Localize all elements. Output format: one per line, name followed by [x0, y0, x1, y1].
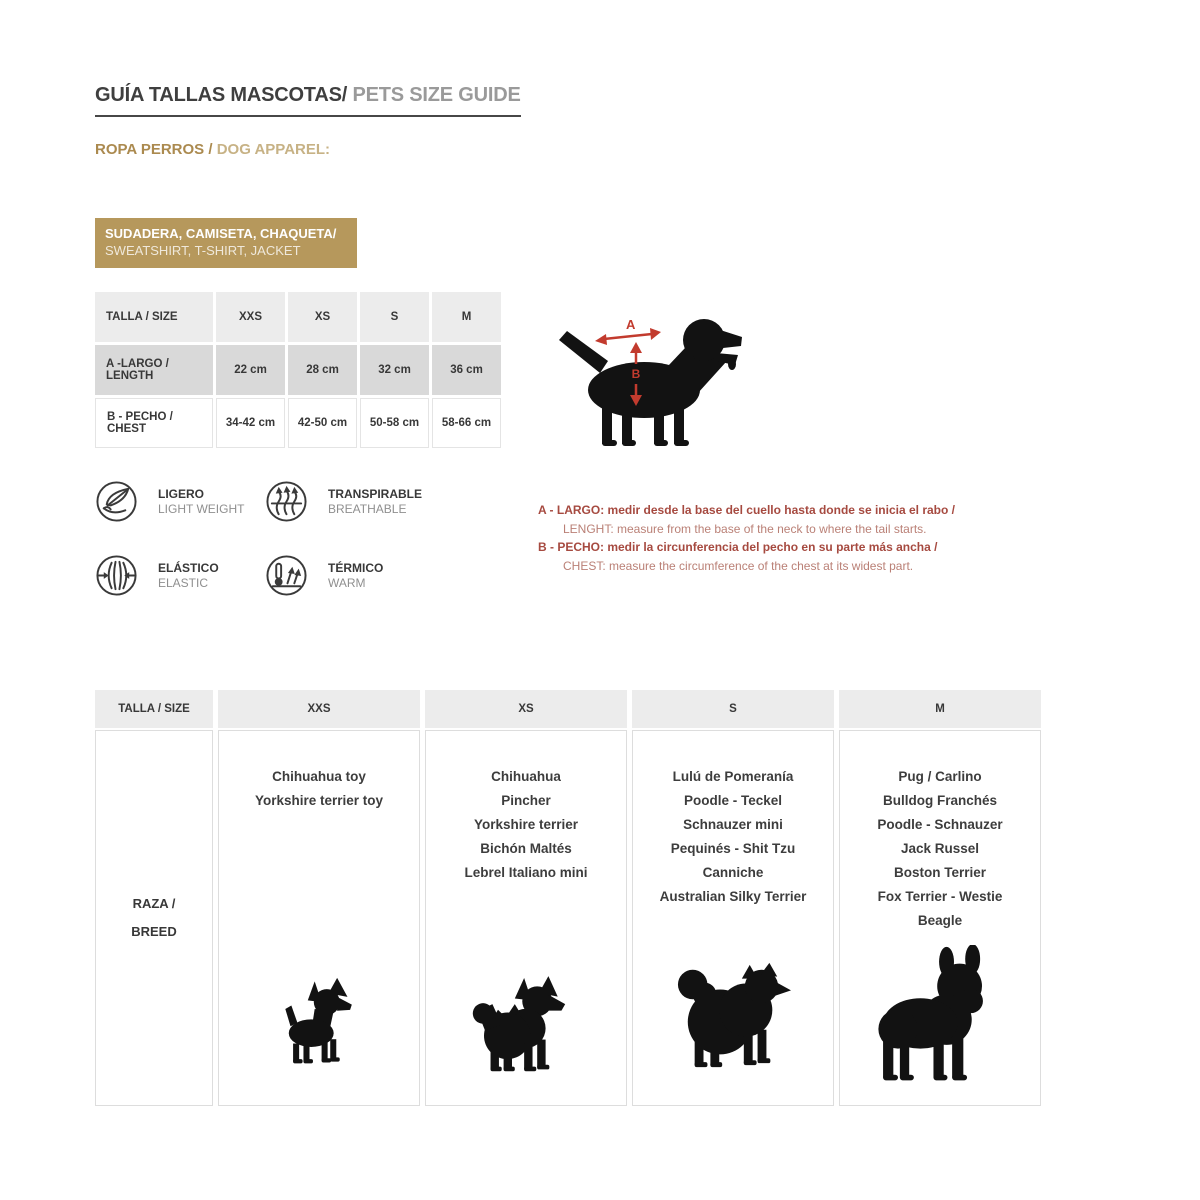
chest-m: 58-66 cm	[432, 398, 501, 448]
length-m: 36 cm	[432, 345, 501, 395]
breed-name: Bulldog Franchés	[882, 793, 997, 808]
breed-name: Lulú de Pomeranía	[672, 769, 794, 784]
page-title	[95, 84, 521, 117]
measuring-instructions	[538, 501, 978, 575]
chihuahua-silhouette	[272, 972, 367, 1071]
breed-cell-s	[632, 730, 834, 1106]
length-s: 32 cm	[360, 345, 429, 395]
fabric-features	[95, 480, 495, 597]
feature-subtitle: WARM	[328, 575, 366, 590]
breed-name: Poodle - Schnauzer	[877, 817, 1003, 832]
feature-elastic	[95, 554, 265, 597]
feature-title: LIGERO	[158, 486, 205, 501]
chest-xs: 42-50 cm	[288, 398, 357, 448]
feature-labels	[328, 561, 383, 591]
elastic-icon	[95, 554, 138, 597]
category-line-english: SWEATSHIRT, T-SHIRT, JACKET	[105, 243, 301, 258]
label-a: A	[626, 317, 636, 332]
breed-name: Pequinés - Shit Tzu	[670, 841, 796, 856]
french-bulldog-silhouette	[870, 945, 1010, 1085]
breed-row-label	[95, 730, 213, 1106]
length-row-label: A -LARGO / LENGTH	[95, 345, 213, 395]
breed-list-xxs	[219, 731, 419, 813]
breed-cell-m	[839, 730, 1041, 1106]
breed-name: Chihuahua toy	[272, 769, 366, 784]
subtitle-english: DOG APPAREL:	[216, 141, 331, 158]
feature-lightweight	[95, 480, 265, 523]
breed-name: Yorkshire terrier	[473, 817, 579, 832]
feature-title: TÉRMICO	[328, 560, 384, 575]
breathable-icon	[265, 480, 308, 523]
breed-table-header-label: TALLA / SIZE	[95, 690, 213, 728]
size-table-header-label: TALLA / SIZE	[95, 292, 213, 342]
feature-subtitle: LIGHT WEIGHT	[158, 501, 245, 516]
note-b-english: CHEST: measure the circumference of the chest at its widest part.	[563, 558, 914, 573]
feature-title: TRANSPIRABLE	[328, 486, 423, 501]
feature-warm	[265, 554, 495, 597]
breed-name: Canniche	[702, 865, 764, 880]
breed-cell-xxs	[218, 730, 420, 1106]
breed-table-header-m: M	[839, 690, 1041, 728]
feature-labels	[158, 487, 244, 517]
feature-subtitle: ELASTIC	[158, 575, 209, 590]
long-haired-chihuahua-silhouette	[470, 976, 582, 1077]
breed-name: Schnauzer mini	[683, 817, 783, 832]
feature-subtitle: BREATHABLE	[328, 501, 407, 516]
note-b-spanish: B - PECHO: medir la circunferencia del pecho en su parte más ancha /	[538, 540, 938, 554]
breed-name: Lebrel Italiano mini	[464, 865, 588, 880]
chest-s: 50-58 cm	[360, 398, 429, 448]
feather-icon	[95, 480, 138, 523]
breed-table	[95, 690, 1041, 1106]
length-xs: 28 cm	[288, 345, 357, 395]
breed-name: Bichón Maltés	[480, 841, 572, 856]
breed-list-xs	[426, 731, 626, 885]
breed-name: Australian Silky Terrier	[659, 889, 807, 904]
garment-category-box	[95, 218, 357, 268]
thermometer-icon	[265, 554, 308, 597]
breed-table-header-s: S	[632, 690, 834, 728]
feature-labels	[328, 487, 422, 517]
breed-name: Boston Terrier	[893, 865, 986, 880]
chest-row-label: B - PECHO / CHEST	[95, 398, 213, 448]
breed-name: Jack Russel	[900, 841, 980, 856]
breed-name: Poodle - Teckel	[683, 793, 783, 808]
pomeranian-silhouette	[659, 957, 807, 1073]
breed-name: Pug / Carlino	[898, 769, 982, 784]
breed-name: Pincher	[501, 793, 551, 808]
dog-measure-diagram	[556, 306, 746, 454]
breed-list-s	[633, 731, 833, 909]
breed-table-header-xxs: XXS	[218, 690, 420, 728]
breed-table-header-xs: XS	[425, 690, 627, 728]
feature-labels	[158, 561, 219, 591]
breed-cell-xs	[425, 730, 627, 1106]
length-xxs: 22 cm	[216, 345, 285, 395]
size-table-header-xxs: XXS	[216, 292, 285, 342]
note-a-spanish: A - LARGO: medir desde la base del cuello hasta donde se inicia el rabo /	[538, 503, 955, 517]
breed-name: Fox Terrier - Westie	[877, 889, 1003, 904]
breed-row-label-line2: BREED	[131, 924, 177, 939]
title-english: PETS SIZE GUIDE	[347, 84, 521, 106]
title-spanish: GUÍA TALLAS MASCOTAS/	[95, 84, 348, 106]
size-table	[95, 292, 501, 448]
note-a-english: LENGHT: measure from the base of the neck to where the tail starts.	[563, 521, 927, 536]
breed-name: Chihuahua	[491, 769, 561, 784]
size-table-header-s: S	[360, 292, 429, 342]
labrador-silhouette	[559, 319, 742, 446]
label-b: B	[631, 367, 641, 381]
subtitle-spanish: ROPA PERROS /	[95, 141, 217, 158]
feature-title: ELÁSTICO	[158, 560, 219, 575]
chest-xxs: 34-42 cm	[216, 398, 285, 448]
feature-breathable	[265, 480, 495, 523]
breed-row-label-line1: RAZA /	[132, 896, 176, 911]
category-line-spanish: SUDADERA, CAMISETA, CHAQUETA/	[105, 226, 337, 241]
breed-name: Beagle	[917, 913, 963, 928]
size-table-header-m: M	[432, 292, 501, 342]
section-subtitle	[95, 141, 330, 158]
breed-name: Yorkshire terrier toy	[254, 793, 384, 808]
breed-list-m	[840, 731, 1040, 933]
size-table-header-xs: XS	[288, 292, 357, 342]
